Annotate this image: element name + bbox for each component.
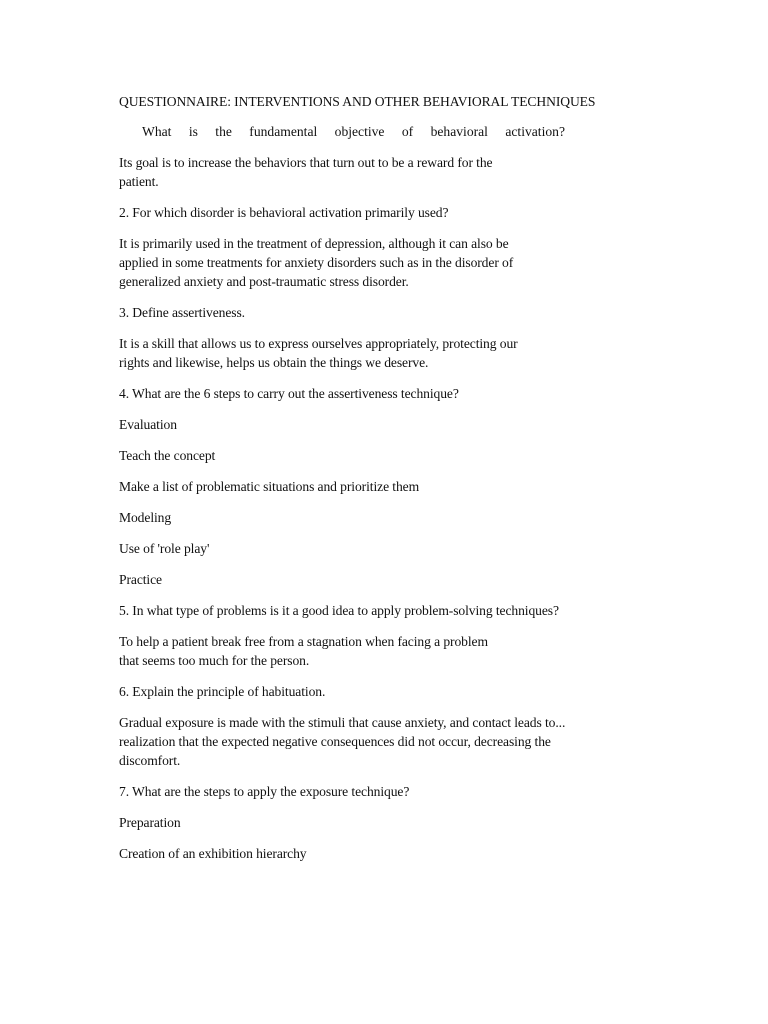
list-item: Use of 'role play' — [119, 541, 210, 556]
question-2: 2. For which disorder is behavioral activation primarily used? — [119, 205, 449, 220]
page-title: QUESTIONNAIRE: INTERVENTIONS AND OTHER BEHAVIORAL TECHNIQUES — [119, 94, 596, 109]
answer-2 — [119, 234, 639, 291]
document-body — [119, 93, 639, 875]
answer-line: realization that the expected negative consequences did not occur, decreasing the — [119, 734, 551, 749]
answer-line: patient. — [119, 174, 159, 189]
list-item: Practice — [119, 572, 162, 587]
answer-line: Gradual exposure is made with the stimuli that cause anxiety, and contact leads to... — [119, 715, 566, 730]
list-item: Teach the concept — [119, 448, 216, 463]
answer-line: rights and likewise, helps us obtain the things we deserve. — [119, 355, 429, 370]
question-3: 3. Define assertiveness. — [119, 305, 245, 320]
answer-line: It is primarily used in the treatment of depression, although it can also be — [119, 236, 509, 251]
question-5: 5. In what type of problems is it a good idea to apply problem-solving techniques? — [119, 603, 559, 618]
answer-line: that seems too much for the person. — [119, 653, 310, 668]
list-item: Preparation — [119, 815, 181, 830]
answer-line: Its goal is to increase the behaviors that turn out to be a reward for the — [119, 155, 493, 170]
answer-1 — [119, 153, 639, 191]
answer-3 — [119, 334, 639, 372]
answer-line: To help a patient break free from a stagnation when facing a problem — [119, 634, 488, 649]
list-item: Modeling — [119, 510, 172, 525]
answer-6 — [119, 713, 639, 770]
answer-line: applied in some treatments for anxiety disorders such as in the disorder of — [119, 255, 514, 270]
question-4: 4. What are the 6 steps to carry out the assertiveness technique? — [119, 386, 459, 401]
answer-line: generalized anxiety and post-traumatic stress disorder. — [119, 274, 409, 289]
question-7: 7. What are the steps to apply the exposure technique? — [119, 784, 410, 799]
list-item: Evaluation — [119, 417, 177, 432]
list-item: Creation of an exhibition hierarchy — [119, 846, 307, 861]
answer-line: It is a skill that allows us to express ourselves appropriately, protecting our — [119, 336, 518, 351]
answer-line: discomfort. — [119, 753, 181, 768]
question-1: What is the fundamental objective of behavioral activation? — [142, 124, 565, 139]
answer-5 — [119, 632, 639, 670]
question-6: 6. Explain the principle of habituation. — [119, 684, 326, 699]
list-item: Make a list of problematic situations and prioritize them — [119, 479, 420, 494]
